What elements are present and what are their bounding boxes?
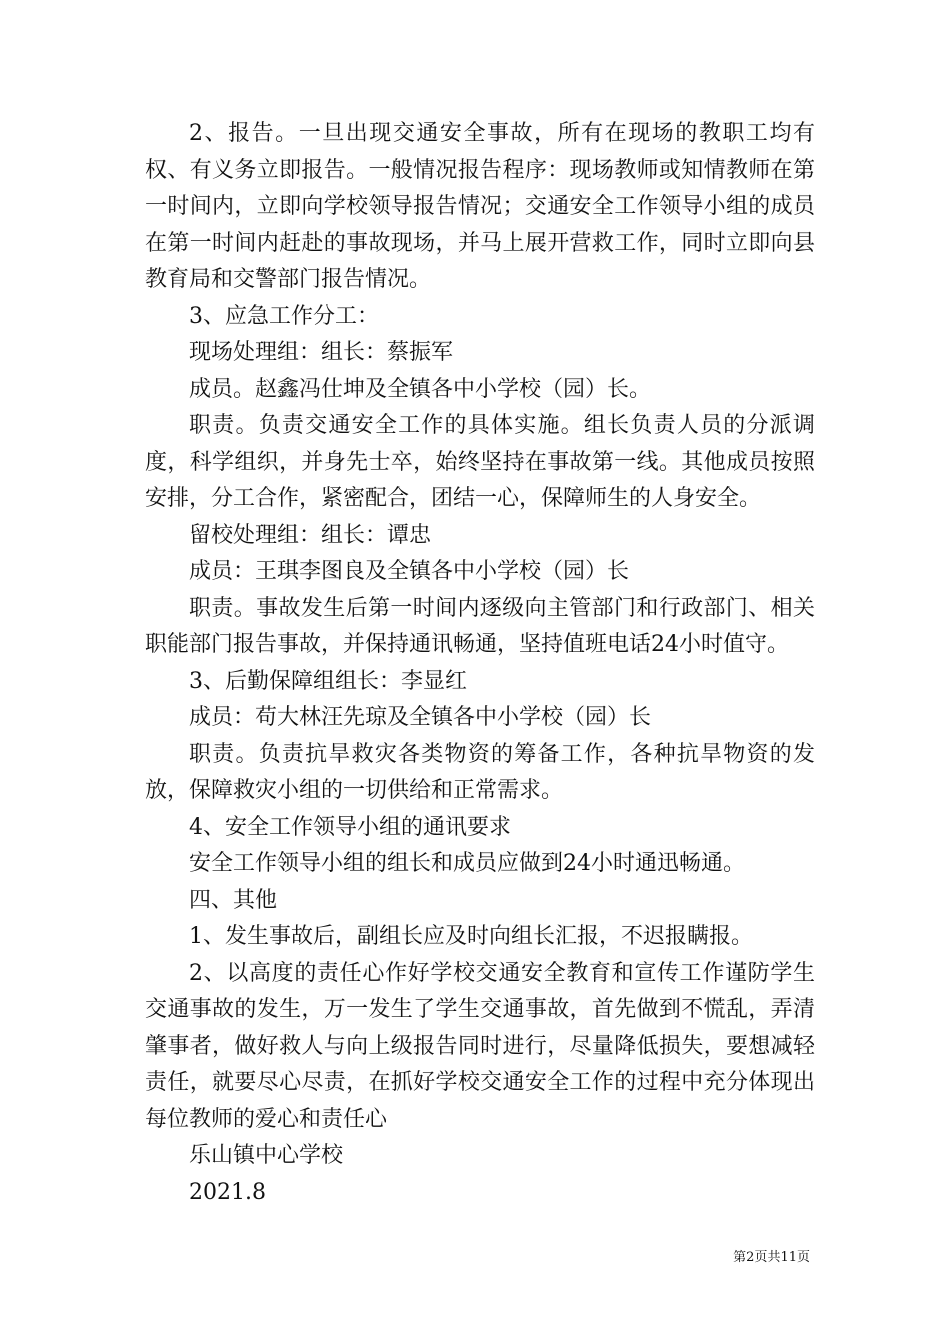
paragraph-school-group-duties: 职责。事故发生后第一时间内逐级向主管部门和行政部门、相关职能部门报告事故，并保持通讯畅通，坚持值班电话24小时值守。: [145, 595, 815, 657]
paragraph-school-group-members: 成员：王琪李图良及全镇各中小学校（园）长: [189, 559, 630, 584]
section-heading-other: 四、其他: [189, 887, 278, 913]
paragraph-onsite-group-members: 成员。赵鑫冯仕坤及全镇各中小学校（园）长。: [189, 376, 652, 402]
paragraph-onsite-group-duties: 职责。负责交通安全工作的具体实施。组长负责人员的分派调度，科学组织，并身先士卒，始终坚持在事故第一线。其他成员按照安排，分工合作，紧密配合，团结一心，保障师生的人身安全。: [145, 413, 815, 511]
paragraph-other-2: 2、以高度的责任心作好学校交通安全教育和宣传工作谨防学生交通事故的发生，万一发生了学生交通事故，首先做到不慌乱，弄清肇事者，做好救人与向上级报告同时进行，尽量降低损失，要想减轻责任，就要尽心尽责，在抓好学校交通安全工作的过程中充分体现出每位教师的爱心和责任心: [145, 960, 815, 1132]
paragraph-logistics-group-members: 成员：苟大林汪先琼及全镇各中小学校（园）长: [189, 705, 652, 730]
paragraph-other-1: 1、发生事故后，副组长应及时向组长汇报，不迟报瞒报。: [189, 924, 753, 949]
page-number-footer: 第2页共11页: [733, 1250, 810, 1265]
paragraph-school-group-leader: 留校处理组：组长：谭忠: [189, 522, 432, 548]
paragraph-communication-heading: 4、安全工作领导小组的通讯要求: [189, 814, 511, 840]
paragraph-report: 2、报告。一旦出现交通安全事故，所有在现场的教职工均有权、有义务立即报告。一般情况报告程序：现场教师或知情教师在第一时间内，立即向学校领导报告情况；交通安全工作领导小组的成员在第一时间内赶赴的事故现场，并马上展开营救工作，同时立即向县教育局和交警部门报告情况。: [145, 121, 815, 292]
paragraph-logistics-group-leader: 3、后勤保障组组长：李显红: [189, 668, 467, 694]
paragraph-emergency-division: 3、应急工作分工：: [189, 303, 379, 329]
document-body: [145, 116, 815, 1211]
signature-school-name: 乐山镇中心学校: [189, 1143, 344, 1168]
signature-date: 2021.8: [189, 1179, 266, 1205]
paragraph-onsite-group-leader: 现场处理组：组长：蔡振军: [189, 340, 454, 365]
paragraph-communication-requirement: 安全工作领导小组的组长和成员应做到24小时通迅畅通。: [189, 851, 745, 876]
paragraph-logistics-group-duties: 职责。负责抗旱救灾各类物资的筹备工作，各种抗旱物资的发放，保障救灾小组的一切供给和正常需求。: [145, 741, 815, 803]
